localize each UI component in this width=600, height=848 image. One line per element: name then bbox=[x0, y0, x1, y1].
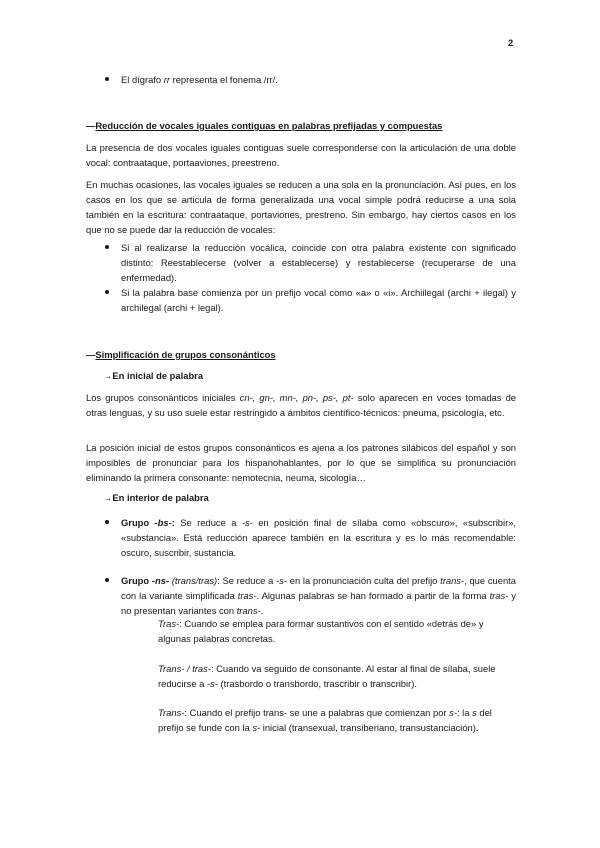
note-text: : Cuando va seguido de consonante. Al estar al final de sílaba, suele reducirse a bbox=[158, 663, 496, 689]
section1-bullet-1 bbox=[121, 240, 516, 285]
note-em: s- bbox=[449, 707, 457, 718]
bullet-icon bbox=[105, 520, 109, 524]
subsection1-paragraph-2: La posición inicial de estos grupos consonánticos es ajena a los patrones silábicos del español y son imposibles de pronunciar para los hispanohablantes, por lo que se simplifica su pronunciación eliminando la primera consonante: nemotecnia, neuma, sicología… bbox=[86, 442, 516, 483]
note-text: (trasbordo o transbordo, trascribir o transcribir). bbox=[217, 678, 417, 689]
section1-heading bbox=[86, 118, 516, 133]
intro-bullet bbox=[121, 72, 516, 87]
note-text: : Cuando el prefijo trans- se une a palabras que comienzan por bbox=[184, 707, 450, 718]
subsection1-heading bbox=[103, 368, 203, 383]
p-pre: Los grupos consonánticos iniciales bbox=[86, 392, 240, 403]
note-em: s- bbox=[252, 722, 261, 733]
p-em: cn-, gn-, mn-, pn-, ps-, pt- bbox=[239, 392, 354, 403]
section2-heading bbox=[86, 347, 516, 362]
t: en la pronunciación culta del prefijo bbox=[286, 575, 441, 586]
note-em: -s- bbox=[206, 678, 218, 689]
section1-title: Reducción de vocales iguales contiguas en palabras prefijadas y compuestas bbox=[95, 120, 443, 131]
bullet-icon bbox=[105, 290, 109, 294]
group-bs-item bbox=[121, 515, 516, 560]
t: : Se reduce a bbox=[217, 575, 277, 586]
bullet-text: Si la palabra base comienza por un prefijo vocal como «a» o «i». Archiilegal (archi + ilegal) y archilegal (archi + legal). bbox=[121, 287, 516, 313]
note-text: del prefijo se funde con la bbox=[158, 707, 492, 733]
subsection1-title: En inicial de palabra bbox=[112, 370, 204, 381]
t: y no presentan variantes con bbox=[121, 590, 516, 616]
note-text: : la bbox=[456, 707, 473, 718]
note-em: Trans- bbox=[158, 707, 185, 718]
note-text: inicial (transexual, transiberiano, transustanciación). bbox=[260, 722, 479, 733]
bullet-icon bbox=[105, 77, 109, 81]
t-em: trans- bbox=[440, 575, 465, 586]
note-em: Trans- / tras- bbox=[158, 663, 211, 674]
t-em: trans- bbox=[236, 605, 261, 616]
t: . bbox=[260, 605, 264, 616]
note-em: s bbox=[472, 707, 477, 718]
t-em: (trans/tras) bbox=[169, 575, 218, 586]
t-em: -s- bbox=[241, 517, 253, 528]
arrow-icon: → bbox=[103, 370, 113, 381]
t: Se reduce a bbox=[174, 517, 242, 528]
intro-text-post: representa el fonema /rr/. bbox=[169, 74, 278, 85]
t-em: tras- bbox=[489, 590, 509, 601]
group-label: Grupo -bs-: bbox=[121, 517, 175, 528]
group-ns-item bbox=[121, 573, 516, 618]
dash-glyph: — bbox=[86, 120, 96, 131]
intro-text-pre: El dígrafo bbox=[121, 74, 164, 85]
intro-text-em: rr bbox=[163, 74, 170, 85]
bullet-icon bbox=[105, 245, 109, 249]
t: en posición final de sílaba como «obscuro», «subscribir», «substancia». Está reducción aparece también en la escritura y es lo más recomendable: oscuro, suscribir, sustancia. bbox=[121, 517, 517, 558]
dash-glyph: — bbox=[86, 349, 96, 360]
subsection1-paragraph-1 bbox=[86, 390, 516, 420]
group-label: Grupo -ns- bbox=[121, 575, 170, 586]
page-number: 2 bbox=[508, 37, 514, 48]
note-tras bbox=[158, 616, 516, 646]
subsection2-title: En interior de palabra bbox=[112, 492, 209, 503]
subsection2-heading bbox=[103, 490, 209, 505]
section1-bullet-2 bbox=[121, 285, 516, 315]
note-em: Tras- bbox=[158, 618, 180, 629]
note-text: : Cuando se emplea para formar sustantivos con el sentido «detrás de» y algunas palabras concretas. bbox=[158, 618, 484, 644]
section1-paragraph-2: En muchas ocasiones, las vocales iguales se reducen a una sola en la pronunciación. Así pues, en los casos en los que se articula de forma generalizada una vocal simple podrá reducirse a una sola también en la escritura: contraataque, portaviones, prestreno. Sin embargo, hay ciertos casos en los que no se puede dar la reducción de vocales: bbox=[86, 179, 516, 235]
t-em: tras- bbox=[237, 590, 257, 601]
section2-title: Simplificación de grupos consonánticos bbox=[95, 349, 276, 360]
arrow-icon: → bbox=[103, 492, 113, 503]
section1-paragraph-1: La presencia de dos vocales iguales contiguas suele corresponderse con la articulación de una doble vocal: contraataque, portaaviones, preestreno. bbox=[86, 142, 516, 168]
note-trans bbox=[158, 705, 516, 735]
note-trans-tras bbox=[158, 661, 516, 691]
p-post: solo aparecen en voces tomadas de otras lenguas, y su uso suele estar restringido a ámbitos científico-técnicos: pneuma, psicología, etc. bbox=[86, 392, 517, 418]
t-em: -s- bbox=[276, 575, 287, 586]
bullet-icon bbox=[105, 578, 109, 582]
t: , que cuenta con la variante simplificada bbox=[121, 575, 516, 601]
t: . Algunas palabras se han formado a partir de la forma bbox=[256, 590, 490, 601]
bullet-text: Si al realizarse la reducción vocálica, coincide con otra palabra existente con significado distinto: Reestablecerse (volver a establecerse) y restablecerse (recuperarse de una enfermedad). bbox=[121, 242, 516, 283]
